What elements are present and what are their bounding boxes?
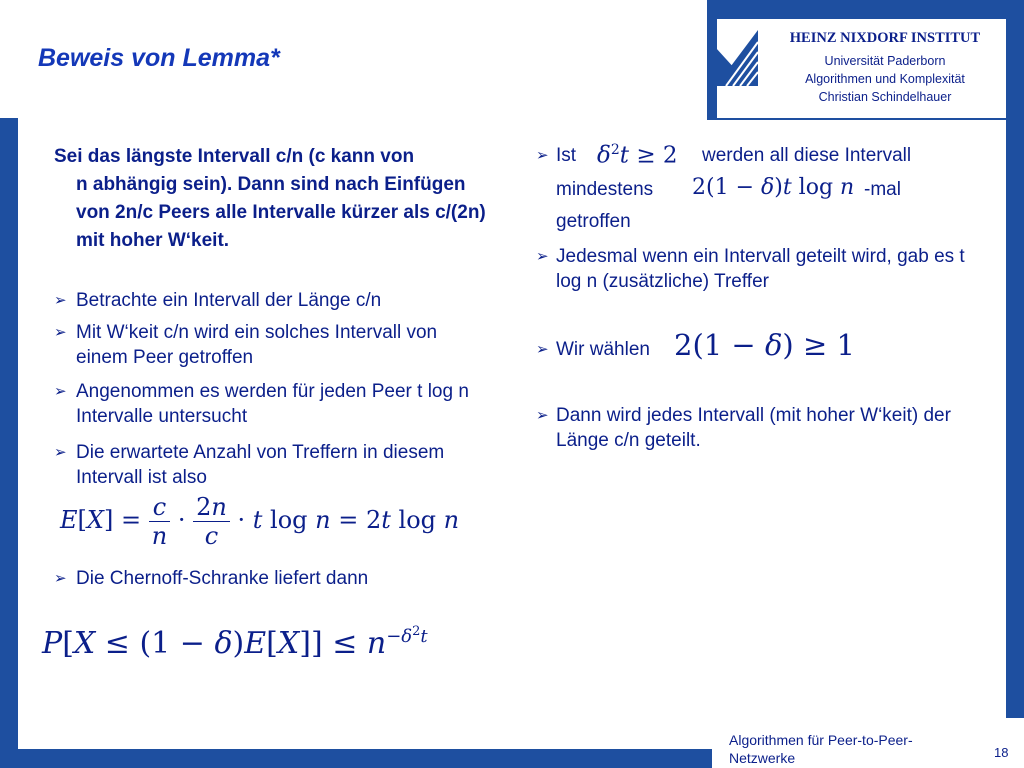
- slide-title: Beweis von Lemma*: [38, 44, 280, 72]
- bullet-arrow-icon: ➢: [54, 324, 67, 341]
- university-logo-icon: [716, 30, 758, 86]
- right-bullet-4-text: Dann wird jedes Intervall (mit hoher W‘keit) der Länge c/n geteilt.: [556, 405, 951, 451]
- left-bullet-1-text: Betrachte ein Intervall der Länge c/n: [76, 290, 382, 311]
- left-bullet-2: [54, 320, 494, 370]
- footer-course-title: Algorithmen für Peer-to-Peer-Netzwerke: [729, 732, 913, 766]
- left-bullet-3: [54, 379, 494, 429]
- page-number: 18: [994, 745, 1009, 760]
- bullet-arrow-icon: ➢: [536, 341, 549, 358]
- left-bullet-4-text: Die erwartete Anzahl von Treffern in diesem Intervall ist also: [76, 442, 445, 488]
- right-bullet-4: [536, 403, 976, 453]
- hits-formula: 2(1 − δ)t log n: [692, 175, 855, 200]
- lemma-statement: [54, 143, 499, 255]
- right-bullet-1-mal: -mal: [864, 179, 901, 200]
- chernoff-formula: $P[X \le (1 - \delta)E[X]] \le n^{-\delta^2t}$: [42, 624, 428, 661]
- choice-formula: 2(1 − δ) ≥ 1: [674, 328, 855, 362]
- institute-name: HEINZ NIXDORF INSTITUT: [789, 30, 981, 46]
- institute-line-2: Algorithmen und Komplexität: [805, 72, 965, 86]
- institute-line-1: Universität Paderborn: [824, 54, 946, 68]
- left-bullet-5-text: Die Chernoff-Schranke liefert dann: [76, 568, 369, 589]
- left-bullet-5: [54, 566, 494, 591]
- bottom-border-bar: [0, 749, 712, 768]
- left-bullet-3-text: Angenommen es werden für jeden Peer t log n Intervalle untersucht: [76, 381, 469, 427]
- bullet-arrow-icon: ➢: [54, 570, 67, 587]
- bullet-arrow-icon: ➢: [54, 292, 67, 309]
- bullet-arrow-icon: ➢: [536, 407, 549, 424]
- right-bullet-1-ist: Ist: [556, 145, 577, 166]
- left-bullet-2-text: Mit W‘keit c/n wird ein solches Intervall von einem Peer getroffen: [76, 322, 438, 368]
- expectation-formula: E[X] = $\frac{c}{n}$ · $\frac{2n}{c}$ · t log n = 2t log n: [60, 493, 460, 550]
- bullet-arrow-icon: ➢: [536, 248, 549, 265]
- bullet-arrow-icon: ➢: [54, 444, 67, 461]
- right-bullet-1-getroffen: getroffen: [556, 211, 631, 232]
- right-bullet-3-text: Wir wählen: [556, 339, 650, 360]
- lemma-rest: n abhängig sein). Dann sind nach Einfügen von 2n/c Peers alle Intervalle kürzer als c/(2n) mit hoher W‘keit.: [76, 174, 486, 251]
- right-bullet-2: [536, 244, 976, 294]
- left-border-bar: [0, 118, 18, 750]
- right-bullet-1-mindestens: mindestens: [556, 179, 654, 200]
- condition-formula: $\delta^2t \ge 2$: [597, 142, 678, 169]
- right-bullet-1-werden: werden all diese Intervall: [702, 145, 912, 166]
- fraction-c-over-n: $\frac{c}{n}$: [149, 493, 170, 550]
- left-bullet-1: [54, 288, 494, 313]
- bullet-arrow-icon: ➢: [54, 383, 67, 400]
- left-bullet-4: [54, 440, 494, 490]
- institute-line-3: Christian Schindelhauer: [818, 90, 952, 104]
- right-border-bar: [1006, 118, 1024, 750]
- lemma-first-line: Sei das längste Intervall c/n (c kann von: [54, 146, 415, 167]
- fraction-2n-over-c: $\frac{2n}{c}$: [193, 493, 230, 550]
- right-bullet-2-text: Jedesmal wenn ein Intervall geteilt wird, gab es t log n (zusätzliche) Treffer: [556, 246, 965, 292]
- bullet-arrow-icon: ➢: [536, 147, 549, 164]
